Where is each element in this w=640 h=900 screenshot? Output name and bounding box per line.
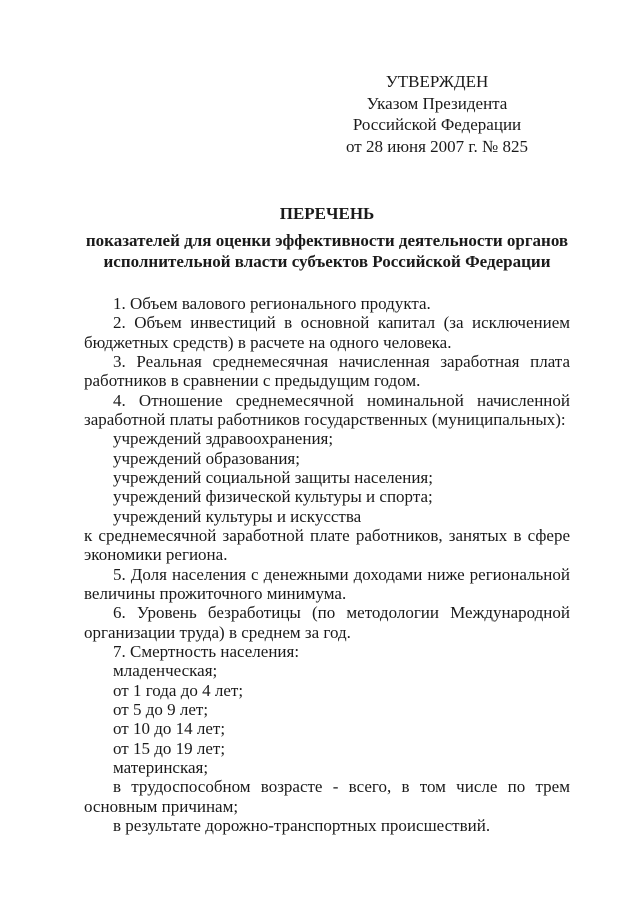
body-paragraph: от 15 до 19 лет; <box>113 738 226 758</box>
subtitle-line: показателей для оценки эффективности деятельности органов <box>85 231 569 250</box>
body-paragraph: младенческая; <box>113 661 218 681</box>
body-paragraph: материнская; <box>113 757 209 777</box>
body-paragraph: от 1 года до 4 лет; <box>113 680 244 700</box>
body-paragraph: 2. Объем инвестиций в основной капитал (за исключением бюджетных средств) в расчете на одного человека. <box>84 313 570 352</box>
approval-line: Указом Президента <box>366 93 508 113</box>
approval-block <box>337 71 537 158</box>
body-paragraph: 5. Доля населения с денежными доходами ниже региональной величины прожиточного минимума. <box>84 564 570 603</box>
document-title: ПЕРЕЧЕНЬ <box>279 204 375 223</box>
approval-line: от 28 июня 2007 г. № 825 <box>346 137 528 157</box>
body-paragraph: от 10 до 14 лет; <box>113 719 226 739</box>
body-paragraph: учреждений образования; <box>113 448 300 468</box>
document-body <box>84 294 570 835</box>
approval-line: УТВЕРЖДЕН <box>385 72 489 91</box>
body-paragraph: 4. Отношение среднемесячной номинальной начисленной заработной платы работников государственных (муниципальных): <box>84 390 570 429</box>
body-paragraph: учреждений здравоохранения; <box>113 429 334 449</box>
document-subtitle <box>84 230 570 272</box>
body-paragraph: к среднемесячной заработной плате работников, занятых в сфере экономики региона. <box>84 525 570 565</box>
body-paragraph: 7. Смертность населения: <box>113 641 300 661</box>
body-paragraph: 6. Уровень безработицы (по методологии Международной организации труда) в среднем за год. <box>84 603 570 642</box>
body-paragraph: от 5 до 9 лет; <box>113 699 209 719</box>
body-paragraph: в результате дорожно-транспортных происшествий. <box>113 815 491 835</box>
body-paragraph: учреждений социальной защиты населения; <box>113 467 433 487</box>
body-paragraph: учреждений физической культуры и спорта; <box>113 487 433 507</box>
body-paragraph: 3. Реальная среднемесячная начисленная заработная плата работников в сравнении с предыдущим годом. <box>84 351 570 391</box>
title-block <box>84 203 570 272</box>
body-paragraph: в трудоспособном возрасте - всего, в том числе по трем основным причинам; <box>84 777 570 816</box>
body-paragraph: 1. Объем валового регионального продукта. <box>113 294 431 313</box>
body-paragraph: учреждений культуры и искусства <box>113 506 362 526</box>
subtitle-line: исполнительной власти субъектов Российской Федерации <box>103 252 551 271</box>
approval-line: Российской Федерации <box>352 115 522 135</box>
